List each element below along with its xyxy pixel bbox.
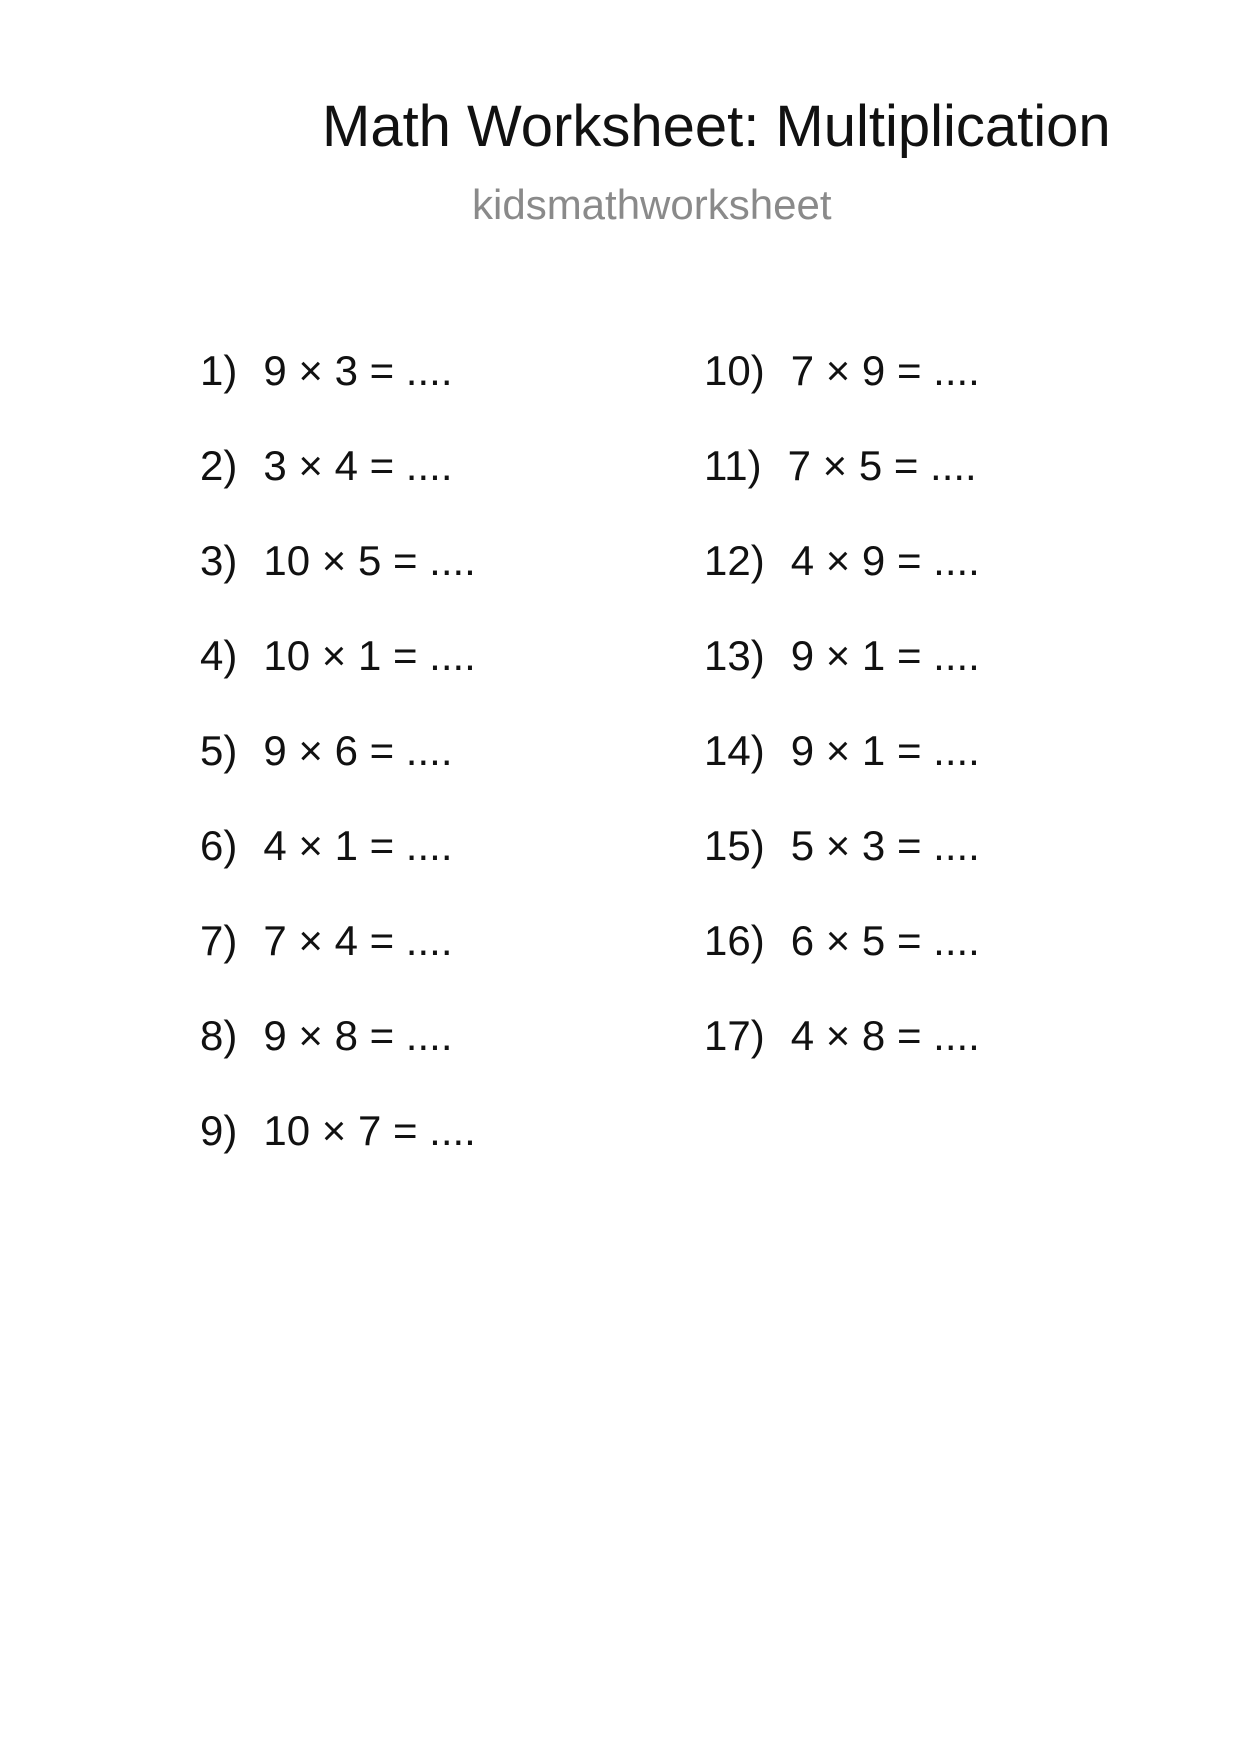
- problem-number: 8): [200, 1012, 238, 1059]
- problem-12: [704, 537, 980, 635]
- problem-expression: 3 × 4 = ....: [263, 442, 453, 489]
- problem-number: 6): [200, 822, 238, 869]
- problem-13: [704, 632, 980, 730]
- problem-8: [200, 1012, 476, 1110]
- problem-9: [200, 1107, 476, 1205]
- problem-number: 15): [704, 822, 765, 869]
- problem-number: 2): [200, 442, 238, 489]
- problem-number: 4): [200, 632, 238, 679]
- problem-7: [200, 917, 476, 1015]
- problems-column-right: [704, 347, 980, 1110]
- problem-expression: 7 × 5 = ....: [787, 442, 977, 489]
- problem-15: [704, 822, 980, 920]
- problem-number: 5): [200, 727, 238, 774]
- problem-expression: 4 × 9 = ....: [790, 537, 980, 584]
- problem-expression: 9 × 3 = ....: [263, 347, 453, 394]
- problem-10: [704, 347, 980, 445]
- problem-expression: 10 × 1 = ....: [263, 632, 476, 679]
- problem-number: 3): [200, 537, 238, 584]
- problem-expression: 4 × 1 = ....: [263, 822, 453, 869]
- problem-expression: 9 × 6 = ....: [263, 727, 453, 774]
- problem-4: [200, 632, 476, 730]
- problem-expression: 7 × 9 = ....: [790, 347, 980, 394]
- problem-number: 1): [200, 347, 238, 394]
- worksheet-title: Math Worksheet: Multiplication: [322, 94, 1111, 159]
- problem-number: 16): [704, 917, 765, 964]
- problem-expression: 7 × 4 = ....: [263, 917, 453, 964]
- problem-5: [200, 727, 476, 825]
- problem-expression: 10 × 7 = ....: [263, 1107, 476, 1154]
- problem-expression: 9 × 8 = ....: [263, 1012, 453, 1059]
- problem-6: [200, 822, 476, 920]
- problem-expression: 4 × 8 = ....: [790, 1012, 980, 1059]
- problem-number: 12): [704, 537, 765, 584]
- problem-17: [704, 1012, 980, 1110]
- problems-column-left: [200, 347, 476, 1205]
- problem-expression: 9 × 1 = ....: [790, 632, 980, 679]
- problem-1: [200, 347, 476, 445]
- problem-number: 7): [200, 917, 238, 964]
- problem-14: [704, 727, 980, 825]
- worksheet-subtitle: kidsmathworksheet: [472, 181, 832, 228]
- problem-expression: 5 × 3 = ....: [790, 822, 980, 869]
- problem-16: [704, 917, 980, 1015]
- problem-number: 9): [200, 1107, 238, 1154]
- problem-number: 14): [704, 727, 765, 774]
- problem-number: 17): [704, 1012, 765, 1059]
- problem-expression: 6 × 5 = ....: [790, 917, 980, 964]
- problem-number: 13): [704, 632, 765, 679]
- problem-expression: 10 × 5 = ....: [263, 537, 476, 584]
- problem-2: [200, 442, 476, 540]
- problem-expression: 9 × 1 = ....: [790, 727, 980, 774]
- problem-number: 11): [704, 442, 762, 489]
- problem-11: [704, 442, 980, 540]
- problem-3: [200, 537, 476, 635]
- problem-number: 10): [704, 347, 765, 394]
